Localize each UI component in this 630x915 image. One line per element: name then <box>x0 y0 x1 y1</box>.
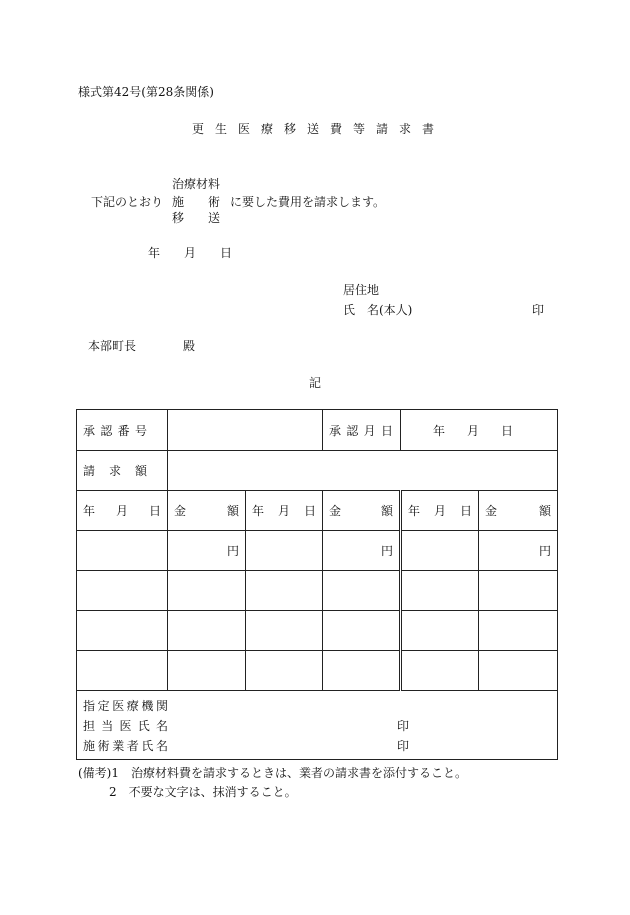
table-row <box>77 531 558 571</box>
approval-number-field[interactable] <box>168 410 323 451</box>
address-label: 居住地 <box>343 283 380 297</box>
request-lead: 下記のとおり <box>91 195 164 209</box>
amount-cell[interactable]: 円 <box>323 531 401 571</box>
title-char: 送 <box>307 122 320 136</box>
title-char: 請 <box>376 122 389 136</box>
practitioner-name-row[interactable]: 施 術 業 者 氏 名 印 <box>83 738 409 753</box>
claim-amount-field[interactable] <box>168 451 558 491</box>
note-1: (備考)1 治療材料費を請求するときは、業者の請求書を添付すること。 <box>78 766 468 780</box>
amount-cell[interactable]: 円 <box>479 531 558 571</box>
seal-mark: 印 <box>396 738 409 753</box>
date-day: 日 <box>220 246 233 260</box>
approval-date-field[interactable]: 年 月 日 <box>401 410 558 451</box>
ki-heading: 記 <box>309 376 322 390</box>
date-cell[interactable] <box>401 531 479 571</box>
recipient-honorific: 殿 <box>183 339 196 353</box>
date-cell[interactable] <box>246 531 323 571</box>
claim-amount-label: 請 求 額 <box>77 451 168 491</box>
table-row <box>77 651 558 691</box>
form-title <box>192 123 445 135</box>
seal-mark: 印 <box>396 718 409 733</box>
name-label: 氏 名(本人) <box>343 303 413 317</box>
option-transport: 移 送 <box>172 211 221 225</box>
note-2: 2 不要な文字は、抹消すること。 <box>109 785 297 799</box>
date-year: 年 <box>148 246 161 260</box>
table-row <box>77 571 558 611</box>
approval-number-label: 承 認 番 号 <box>77 410 168 451</box>
doctor-name-row[interactable]: 担 当 医 氏 名 印 <box>83 718 409 733</box>
title-char: 等 <box>353 122 366 136</box>
approval-date-label: 承 認 月 日 <box>323 410 401 451</box>
request-tail: に要した費用を請求します。 <box>230 195 386 209</box>
designated-institution-row[interactable]: 指 定 医 療 機 関 <box>83 698 168 713</box>
title-char: 医 <box>238 122 251 136</box>
amount-cell[interactable]: 円 <box>168 531 246 571</box>
form-number: 様式第42号(第28条関係) <box>78 85 214 99</box>
date-cell[interactable] <box>77 531 168 571</box>
column-header-row: 年 月 日 金 額 年 月 日 金 額 年 月 日 金 額 <box>77 491 558 531</box>
table-row <box>77 611 558 651</box>
recipient-name: 本部町長 <box>88 339 137 353</box>
claim-table <box>76 409 558 760</box>
seal-mark: 印 <box>532 303 545 317</box>
title-char: 療 <box>261 122 274 136</box>
provider-block <box>77 691 558 760</box>
title-char: 更 <box>192 122 205 136</box>
title-char: 書 <box>422 122 435 136</box>
option-materials: 治療材料 <box>172 177 221 191</box>
title-char: 生 <box>215 122 228 136</box>
date-month: 月 <box>184 246 197 260</box>
title-char: 移 <box>284 122 297 136</box>
title-char: 求 <box>399 122 412 136</box>
title-char: 費 <box>330 122 343 136</box>
option-treatment: 施 術 <box>172 195 221 209</box>
